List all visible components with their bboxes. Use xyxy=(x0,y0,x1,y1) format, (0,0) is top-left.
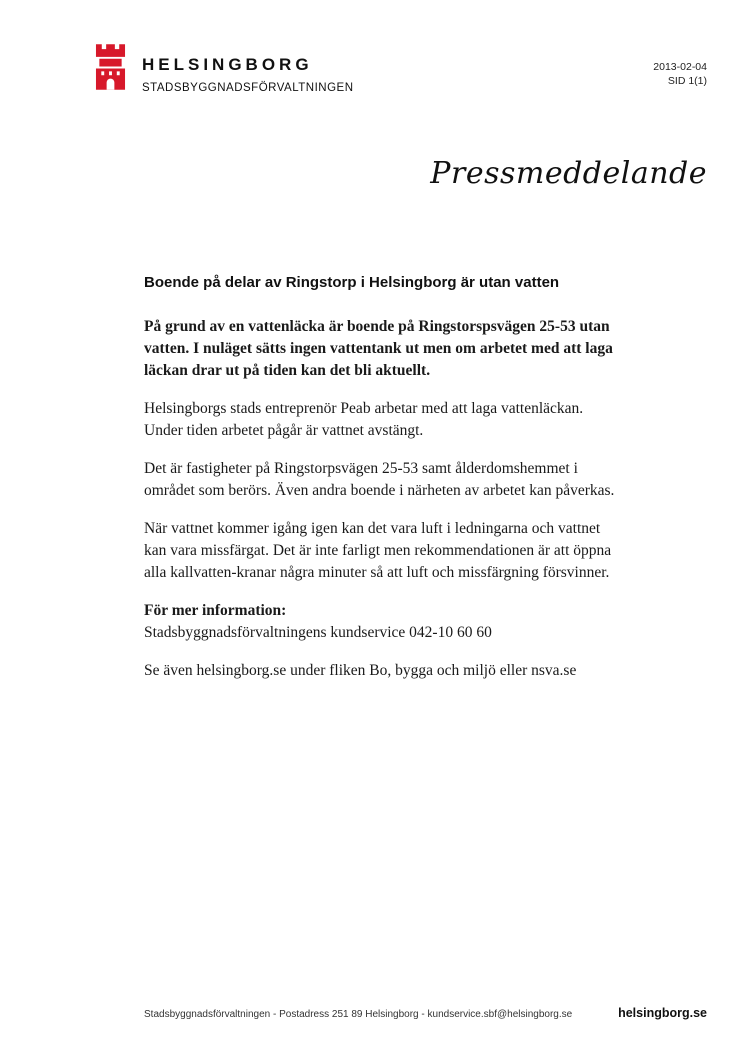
logo-block xyxy=(95,42,354,95)
org-name: HELSINGBORG xyxy=(142,55,313,74)
more-info-label: För mer information: xyxy=(144,602,287,619)
footer-website: helsingborg.se xyxy=(618,1006,707,1020)
lead-paragraph: På grund av en vattenläcka är boende på Ringstorspsvägen 25-53 utan vatten. I nuläget sätts ingen vattentank ut men om arbetet med att laga läckan drar ut på tiden kan det bli aktuellt. xyxy=(144,318,613,379)
header xyxy=(95,42,707,95)
document-date: 2013-02-04 xyxy=(653,61,707,73)
helsingborg-crest-icon xyxy=(95,44,126,95)
footer-contact-info: Stadsbyggnadsförvaltningen - Postadress 251 89 Helsingborg - kundservice.sbf@helsingborg.se xyxy=(144,1009,573,1020)
department-name: STADSBYGGNADSFÖRVALTNINGEN xyxy=(142,82,354,94)
page-number: SID 1(1) xyxy=(667,75,707,88)
document-type-heading: Pressmeddelande xyxy=(430,156,707,191)
contact-line: Stadsbyggnadsförvaltningens kundservice 042-10 60 60 xyxy=(144,624,492,641)
date-block xyxy=(653,60,707,88)
document-body xyxy=(144,274,618,698)
see-also-line: Se även helsingborg.se under fliken Bo, bygga och miljö eller nsva.se xyxy=(144,662,577,679)
body-paragraph: Helsingborgs stads entreprenör Peab arbetar med att laga vattenläckan. Under tiden arbetet pågår är vattnet avstängt. xyxy=(144,400,584,439)
body-paragraph: Det är fastigheter på Ringstorpsvägen 25-53 samt ålderdomshemmet i området som berörs. Även andra boende i närheten av arbetet kan påverkas. xyxy=(144,460,615,499)
document-title: Boende på delar av Ringstorp i Helsingborg är utan vatten xyxy=(144,274,560,291)
org-text xyxy=(142,42,354,94)
body-paragraph: När vattnet kommer igång igen kan det vara luft i ledningarna och vattnet kan vara missfärgat. Det är inte farligt men rekommendationen är att öppna alla kallvatten-kranar några minuter så att luft och missfärgning försvinner. xyxy=(144,520,612,581)
footer xyxy=(144,1006,707,1020)
